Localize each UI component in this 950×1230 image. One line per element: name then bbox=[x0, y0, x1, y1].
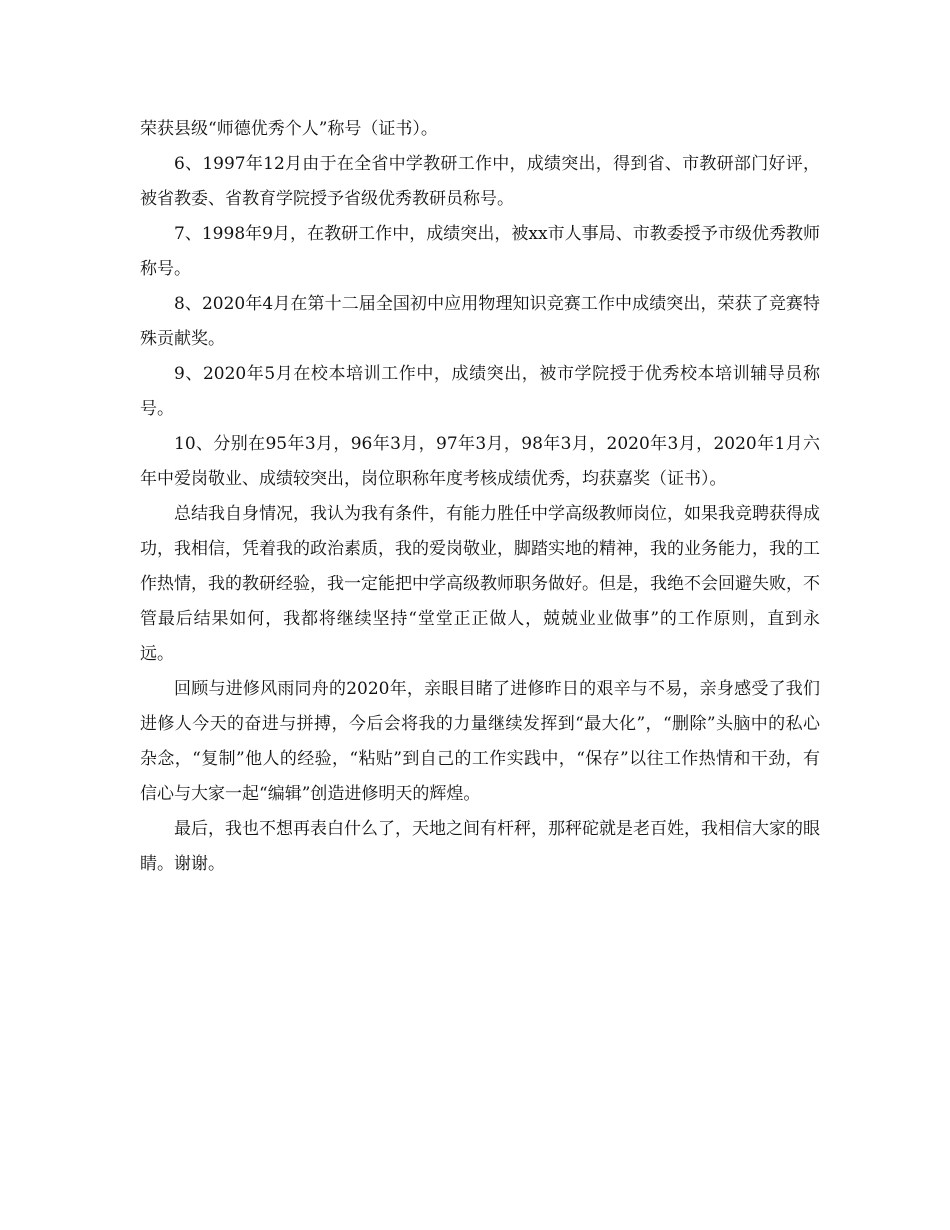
paragraph-continuation: 荣获县级“师德优秀个人”称号（证书）。 bbox=[140, 119, 438, 139]
paragraph-award-7: 7、1998年9月，在教研工作中，成绩突出，被xx市人事局、市教委授予市级优秀教师称号。 bbox=[140, 224, 820, 279]
paragraph-closing: 最后，我也不想再表白什么了，天地之间有杆秤，那秤砣就是老百姓，我相信大家的眼睛。谢谢。 bbox=[140, 819, 820, 874]
paragraph-award-8: 8、2020年4月在第十二届全国初中应用物理知识竞赛工作中成绩突出，荣获了竞赛特殊贡献奖。 bbox=[140, 294, 820, 349]
document-body bbox=[140, 112, 820, 882]
paragraph-self-summary: 总结我自身情况，我认为我有条件，有能力胜任中学高级教师岗位，如果我竞聘获得成功，我相信，凭着我的政治素质，我的爱岗敬业，脚踏实地的精神，我的业务能力，我的工作热情，我的教研经验，我一定能把中学高级教师职务做好。但是，我绝不会回避失败，不管最后结果如何，我都将继续坚持“堂堂正正做人，兢兢业业做事”的工作原则，直到永远。 bbox=[140, 504, 820, 664]
paragraph-review: 回顾与进修风雨同舟的2020年，亲眼目睹了进修昨日的艰辛与不易，亲身感受了我们进修人今天的奋进与拼搏，今后会将我的力量继续发挥到“最大化”，“删除”头脑中的私心杂念，“复制”他人的经验，“粘贴”到自己的工作实践中，“保存”以往工作热情和干劲，有信心与大家一起“编辑”创造进修明天的辉煌。 bbox=[140, 679, 820, 804]
paragraph-award-10: 10、分别在95年3月，96年3月，97年3月，98年3月，2020年3月，2020年1月六年中爱岗敬业、成绩较突出，岗位职称年度考核成绩优秀，均获嘉奖（证书）。 bbox=[140, 434, 820, 489]
paragraph-award-9: 9、2020年5月在校本培训工作中，成绩突出，被市学院授于优秀校本培训辅导员称号。 bbox=[140, 364, 820, 419]
paragraph-award-6: 6、1997年12月由于在全省中学教研工作中，成绩突出，得到省、市教研部门好评，被省教委、省教育学院授予省级优秀教研员称号。 bbox=[140, 154, 820, 209]
